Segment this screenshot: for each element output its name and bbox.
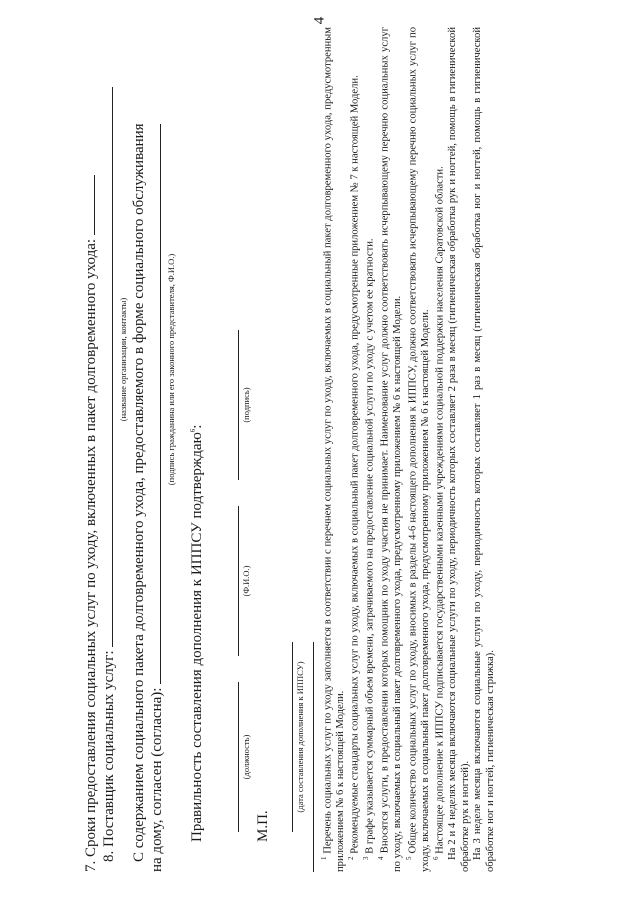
- footnotes: [320, 27, 498, 872]
- signature-row: [224, 27, 251, 872]
- footnote-4: $^4$ Вносятся услуги, в предоставлении которых помощник по уходу участия не принимает. Наименование услуг должно соответствовать исчерпывающему перечню социальных услуг по уходу, включаемых в социальный пакет долговременного ухода, предусмотренному приложением № 6 к настоящей Модели.: [377, 27, 404, 872]
- position-field: (должность): [224, 682, 251, 832]
- footnote-6: $^6$ Настоящее дополнение к ИППСУ подписывается государственными казенными учреждениями социальной поддержки населения Саратовской области.: [432, 166, 446, 860]
- stamp-place: М.П.: [254, 810, 271, 842]
- date-field: (дата составления дополнения к ИППСУ): [278, 642, 305, 832]
- footnote-divider: [313, 642, 314, 872]
- confirmation-text: Правильность составления дополнения к ИППСУ подтверждаю$^6$:: [189, 424, 206, 842]
- item-8-provider: 8. Поставщик социальных услуг:: [100, 27, 118, 872]
- page-number: 4: [311, 16, 328, 25]
- item-7-terms: 7. Сроки предоставления социальных услуг по уходу, включенных в пакет долговременного ухода:: [82, 27, 100, 872]
- rotated-document-body: [82, 27, 640, 872]
- item-7-blank: [82, 175, 95, 235]
- fio-field: (Ф.И.О.): [224, 506, 251, 656]
- footnote-2: $^2$ Рекомендуемые стандарты социальных услуг по уходу, включаемых в социальный пакет долговременного ухода, предусмотренные приложением № 7 к настоящей Модели.: [347, 75, 361, 860]
- consent-signature-blank: [148, 124, 161, 684]
- footnote-3: $^3$ В графе указывается суммарный объем времени, затрачиваемого на предоставление социальной услуги по уходу с учетом ее кратности.: [362, 238, 376, 860]
- signature-field: (подпись): [224, 330, 251, 480]
- extra-note-2: На 3 неделе месяца включаются социальные услуги по уходу, периодичность которых составляет 1 раз в месяц (гигиеническая обработка ног и ногтей, помощь в гигиенической обработке ног и ногтей, гигиеническая стрижка).: [472, 27, 496, 872]
- extra-note-1: На 2 и 4 неделях месяца включаются социальные услуги по уходу, периодичность которых составляет 2 раза в месяц (гигиеническая обработка рук и ногтей, помощь в гигиенической обработке рук и ногтей).: [447, 27, 471, 872]
- footnote-1: $^1$ Перечень социальных услуг по уходу заполняется в соответствии с перечнем социальных услуг по уходу, включаемых в социальный пакет долговременного ухода, предусмотренным приложением № 6 к настоящей Модели.: [319, 26, 346, 872]
- consent-caption: (подпись гражданина или его законного представителя, Ф.И.О.): [166, 253, 177, 486]
- footnote-5: $^5$ Общее количество социальных услуг по уходу, вносимых в разделы 4-6 настоящего дополнения к ИППСУ, должно соответствовать исчерпывающему перечню социальных услуг по уходу, включаемых в социальный пакет долговременного ухода, предусмотренному приложением № 6 к настоящей Модели.: [404, 27, 431, 872]
- item-8-blank: [100, 87, 113, 647]
- item-8-caption: (название организации, контакты): [118, 297, 128, 422]
- consent-line-2: на дому, согласен (согласна):: [148, 27, 166, 872]
- consent-line-1: С содержанием социального пакета долговременного ухода, предоставляемого в форме социального обслуживания: [131, 123, 148, 862]
